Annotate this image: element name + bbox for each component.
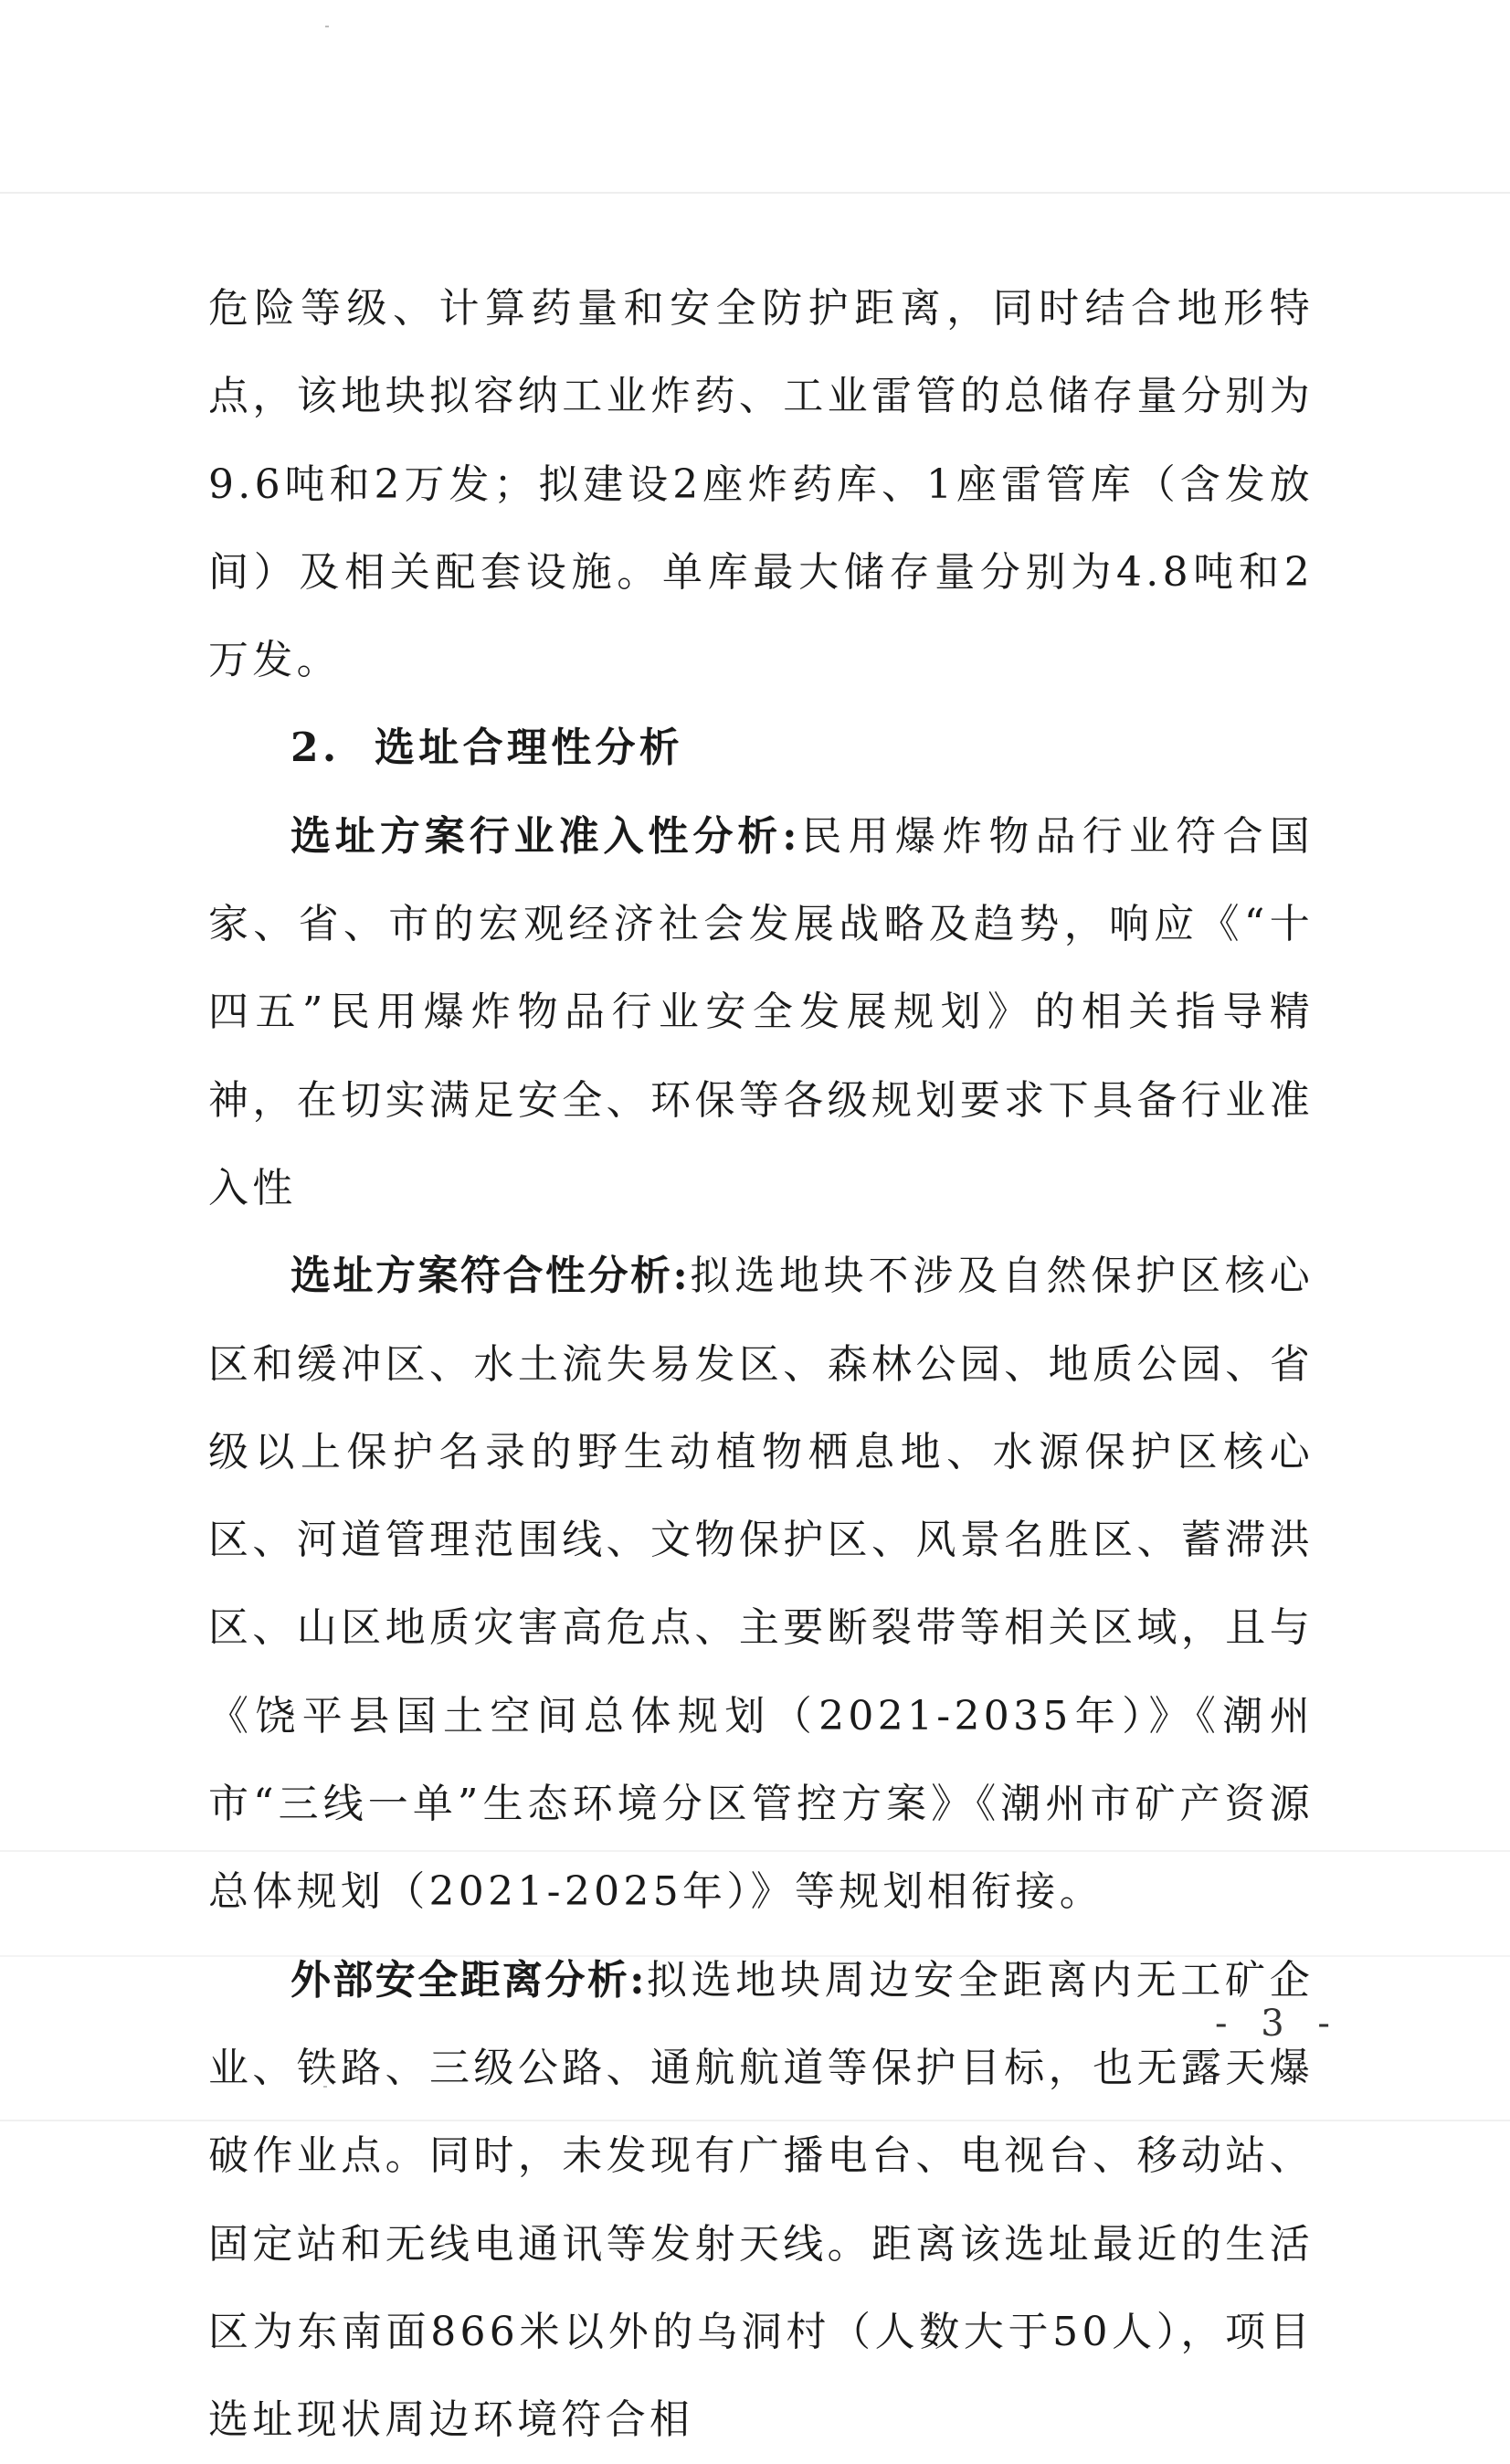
- paragraph-label: 外部安全距离分析:: [290, 1956, 647, 2004]
- safety-distance-paragraph: [208, 1937, 1314, 2464]
- heading-number: 2.: [290, 724, 341, 772]
- compliance-paragraph: [208, 1232, 1314, 1936]
- page-number: - 3 -: [1215, 2003, 1341, 2045]
- paragraph-text: 危险等级、计算药量和安全防护距离，同时结合地形特点，该地块拟容纳工业炸药、工业雷管的总储存量分别为9.6吨和2万发；拟建设2座炸药库、1座雷管库（含发放间）及相关配套设施。单库最大储存量分别为4.8吨和2万发。: [208, 285, 1314, 684]
- section-heading: [208, 704, 1314, 792]
- paragraph-text: 民用爆炸物品行业符合国家、省、市的宏观经济社会发展战略及趋势，响应《“十四五”民用爆炸物品行业安全发展规划》的相关指导精神，在切实满足安全、环保等各级规划要求下具备行业准入性: [208, 812, 1314, 1211]
- heading-title: 选址合理性分析: [375, 724, 684, 772]
- scan-line-top: [0, 192, 1510, 194]
- paragraph-text: 拟选地块不涉及自然保护区核心区和缓冲区、水土流失易发区、森林公园、地质公园、省级以上保护名录的野生动植物栖息地、水源保护区核心区、河道管理范围线、文物保护区、风景名胜区、蓄滞洪区、山区地质灾害高危点、主要断裂带等相关区域，且与《饶平县国土空间总体规划（2021-2035年）》《潮州市“三线一单”生态环境分区管控方案》《潮州市矿产资源总体规划（2021-2025年）》等规划相衔接。: [208, 1253, 1314, 1916]
- scan-speck: [325, 26, 329, 27]
- continuation-paragraph: [208, 265, 1314, 704]
- industry-access-paragraph: [208, 793, 1314, 1232]
- paragraph-label: 选址方案行业准入性分析:: [290, 812, 799, 860]
- paragraph-label: 选址方案符合性分析:: [290, 1253, 690, 1300]
- paragraph-text: 拟选地块周边安全距离内无工矿企业、铁路、三级公路、通航航道等保护目标，也无露天爆破作业点。同时，未发现有广播电台、电视台、移动站、固定站和无线电通讯等发射天线。距离该选址最近的生活区为东南面866米以外的乌洞村（人数大于50人），项目选址现状周边环境符合相: [208, 1956, 1314, 2444]
